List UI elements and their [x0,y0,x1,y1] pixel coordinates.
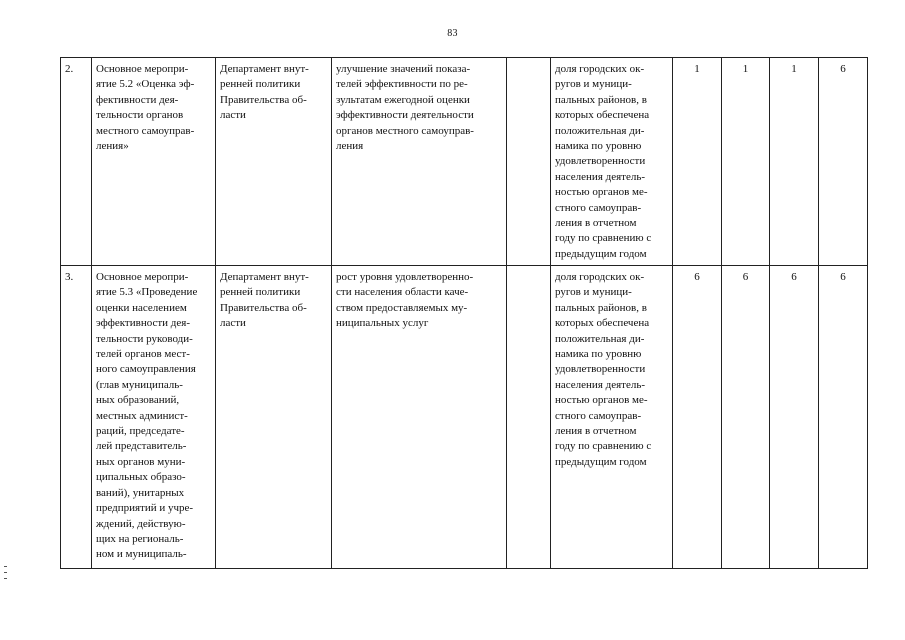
empty-cell [507,58,551,266]
event-cell: Основное меропри- ятие 5.2 «Оценка эф- фективности дея- тельности органов местного самоуправ- ления» [92,58,216,266]
page-number: 83 [447,28,458,39]
value-cell: 6 [770,266,819,569]
result-cell: рост уровня удовлетворенно- сти населения области каче- ством предоставляемых му- ниципальных услуг [332,266,507,569]
value-cell: 6 [819,58,868,266]
value-cell: 1 [770,58,819,266]
result-cell: улучшение значений показа- телей эффективности по ре- зультатам ежегодной оценки эффективности деятельности органов местного самоуправ- ления [332,58,507,266]
scan-margin-mark [4,566,7,567]
program-table [60,57,868,569]
value-cell: 1 [673,58,722,266]
scan-margin-mark [4,572,7,573]
table-row [61,58,868,266]
row-index-cell: 3. [61,266,92,569]
indicator-cell: доля городских ок- ругов и муници- пальных районов, в которых обеспечена положительная ди- намика по уровню удовлетворенности населения деятель- ностью органов ме- стного самоуправ- ления в отчетном году по сравнению с предыдущим годом [551,58,673,266]
executor-cell: Департамент внут- ренней политики Правительства об- ласти [216,266,332,569]
value-cell: 6 [673,266,722,569]
scan-margin-mark [4,578,7,579]
value-cell: 6 [819,266,868,569]
value-cell: 1 [722,58,770,266]
executor-cell: Департамент внут- ренней политики Правительства об- ласти [216,58,332,266]
table-row [61,266,868,569]
value-cell: 6 [722,266,770,569]
indicator-cell: доля городских ок- ругов и муници- пальных районов, в которых обеспечена положительная ди- намика по уровню удовлетворенности населения деятель- ностью органов ме- стного самоуправ- ления в отчетном году по сравнению с предыдущим годом [551,266,673,569]
event-cell: Основное меропри- ятие 5.3 «Проведение оценки населением эффективности дея- тельности руководи- телей органов мест- ного самоуправления (глав муниципаль- ных образований, местных админист- раций, председате- лей представитель- ных органов муни- ципальных образо- ваний), унитарных предприятий и учре- ждений, действую- щих на региональ- ном и муниципаль- [92,266,216,569]
empty-cell [507,266,551,569]
row-index-cell: 2. [61,58,92,266]
